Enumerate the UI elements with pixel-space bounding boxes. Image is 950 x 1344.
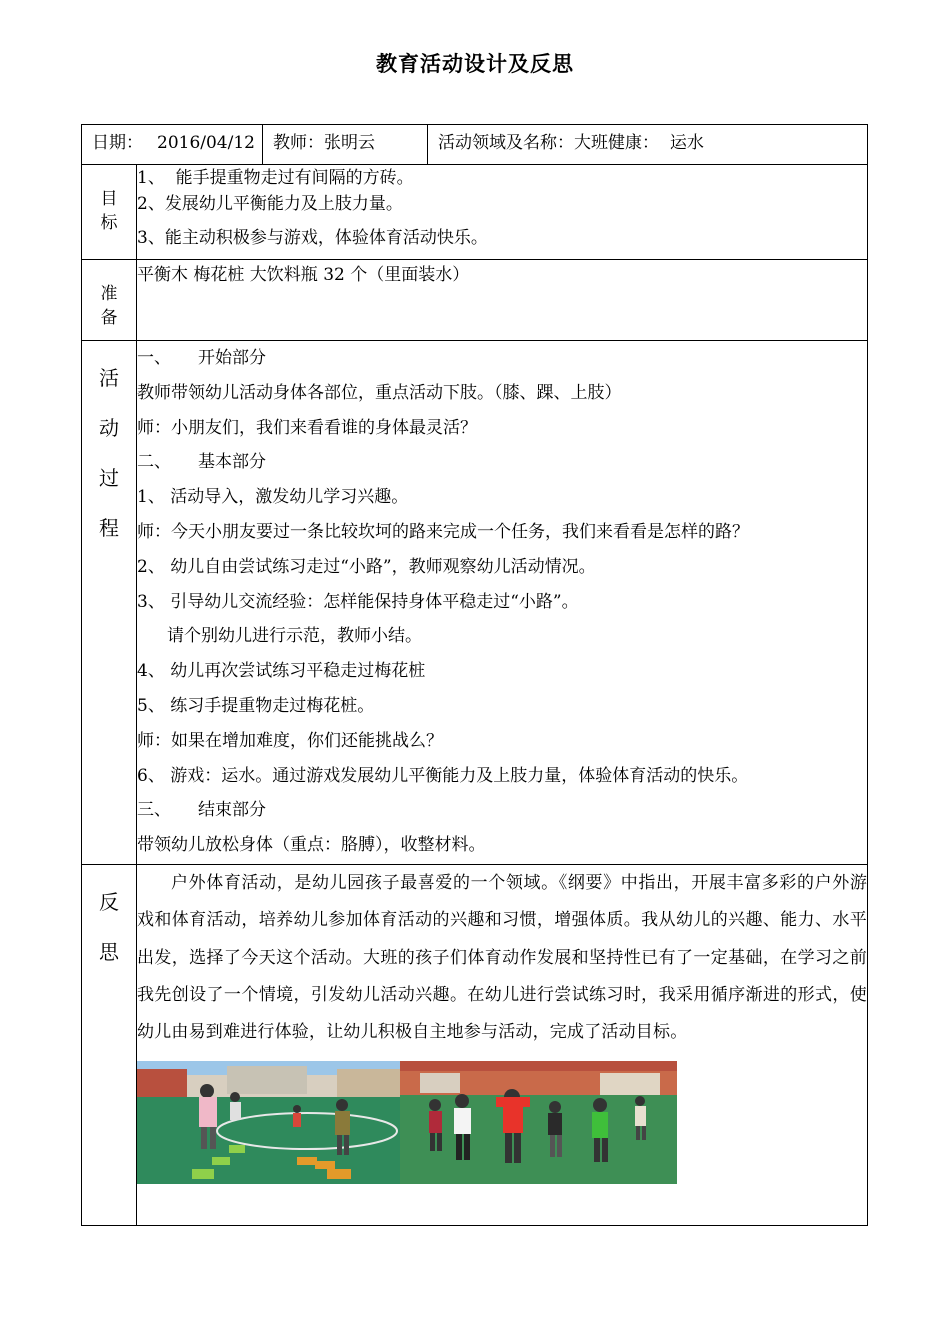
- activity-photos: [137, 1061, 867, 1184]
- page-title: 教育活动设计及反思: [376, 51, 574, 76]
- goal-line: 1、 能手提重物走过有间隔的方砖。: [137, 168, 414, 188]
- activity-photo-balance: [137, 1061, 400, 1184]
- prep-label-char: 准: [100, 284, 118, 304]
- date-label: 日期：: [92, 133, 143, 153]
- process-line: 师：小朋友们，我们来看看谁的身体最灵活？: [137, 417, 477, 438]
- goals-row: [82, 165, 868, 260]
- process-line: 三、 结束部分: [137, 800, 267, 821]
- domain-cell: [428, 125, 868, 165]
- reflection-cell: [137, 865, 868, 1226]
- goal-line: 3、能主动积极参与游戏，体验体育活动快乐。: [137, 228, 488, 248]
- date-cell: [82, 125, 263, 165]
- reflection-label-char: 思: [99, 940, 119, 964]
- process-line: 4、 幼儿再次尝试练习平稳走过梅花桩: [137, 661, 426, 682]
- process-line: 3、 引导幼儿交流经验：怎样能保持身体平稳走过“小路”。: [137, 591, 579, 612]
- process-line: 5、 练习手提重物走过梅花桩。: [137, 695, 375, 716]
- reflection-label-char: 反: [99, 890, 119, 914]
- goals-label-char: 标: [100, 213, 118, 233]
- photo-illustration: [137, 1061, 400, 1184]
- lesson-plan-table: [81, 124, 868, 1226]
- process-label-char: 活: [99, 366, 119, 390]
- teacher-cell: [263, 125, 428, 165]
- photo-illustration: [400, 1061, 677, 1184]
- goal-line: 2、发展幼儿平衡能力及上肢力量。: [137, 194, 403, 214]
- process-line: 一、 开始部分: [137, 348, 267, 368]
- process-label-char: 动: [99, 416, 119, 440]
- process-line: 师：今天小朋友要过一条比较坎坷的路来完成一个任务，我们来看看是怎样的路？: [137, 521, 749, 542]
- process-cell: [137, 341, 868, 865]
- process-line: 请个别幼儿进行示范，教师小结。: [167, 626, 422, 647]
- reflection-label-cell: [82, 865, 137, 1226]
- process-line: 二、 基本部分: [137, 452, 267, 473]
- goals-cell: [137, 165, 868, 260]
- process-label-char: 程: [99, 516, 119, 540]
- goals-label-char: 目: [100, 189, 118, 209]
- prep-text: 平衡木 梅花桩 大饮料瓶 32 个（里面装水）: [137, 265, 470, 285]
- process-line: 教师带领幼儿活动身体各部位，重点活动下肢。（膝、踝、上肢）: [137, 382, 622, 403]
- process-line: 带领幼儿放松身体（重点：胳膊），收整材料。: [137, 835, 486, 856]
- process-line: 师：如果在增加难度，你们还能挑战么？: [137, 730, 443, 751]
- process-line: 1、 活动导入，激发幼儿学习兴趣。: [137, 487, 409, 508]
- goals-label-cell: [82, 165, 137, 260]
- process-line: 6、 游戏：运水。通过游戏发展幼儿平衡能力及上肢力量，体验体育活动的快乐。: [137, 765, 749, 786]
- activity-photo-carry-water: [400, 1061, 677, 1184]
- domain-text: 活动领域及名称：大班健康： 运水: [438, 133, 704, 153]
- header-row: [82, 125, 868, 165]
- prep-label-cell: [82, 260, 137, 341]
- prep-label-char: 备: [100, 308, 118, 328]
- teacher-text: 教师：张明云: [273, 133, 376, 153]
- prep-row: [82, 260, 868, 341]
- reflection-row: [82, 865, 868, 1226]
- prep-cell: [137, 260, 868, 341]
- process-label-char: 过: [99, 466, 119, 490]
- process-label-cell: [82, 341, 137, 865]
- process-line: 2、 幼儿自由尝试练习走过“小路”，教师观察幼儿活动情况。: [137, 556, 596, 577]
- date-value: 2016/04/12: [157, 133, 255, 153]
- reflection-text: 户外体育活动，是幼儿园孩子最喜爱的一个领域。《纲要》中指出，开展丰富多彩的户外游戏和体育活动，培养幼儿参加体育活动的兴趣和习惯，增强体质。我从幼儿的兴趣、能力、水平出发，选择了今天这个活动。大班的孩子们体育动作发展和坚持性已有了一定基础，在学习之前我先创设了一个情境，引发幼儿活动兴趣。在幼儿进行尝试练习时，我采用循序渐进的形式，使幼儿由易到难进行体验，让幼儿积极自主地参与活动，完成了活动目标。: [137, 873, 868, 1043]
- process-row: [82, 341, 868, 865]
